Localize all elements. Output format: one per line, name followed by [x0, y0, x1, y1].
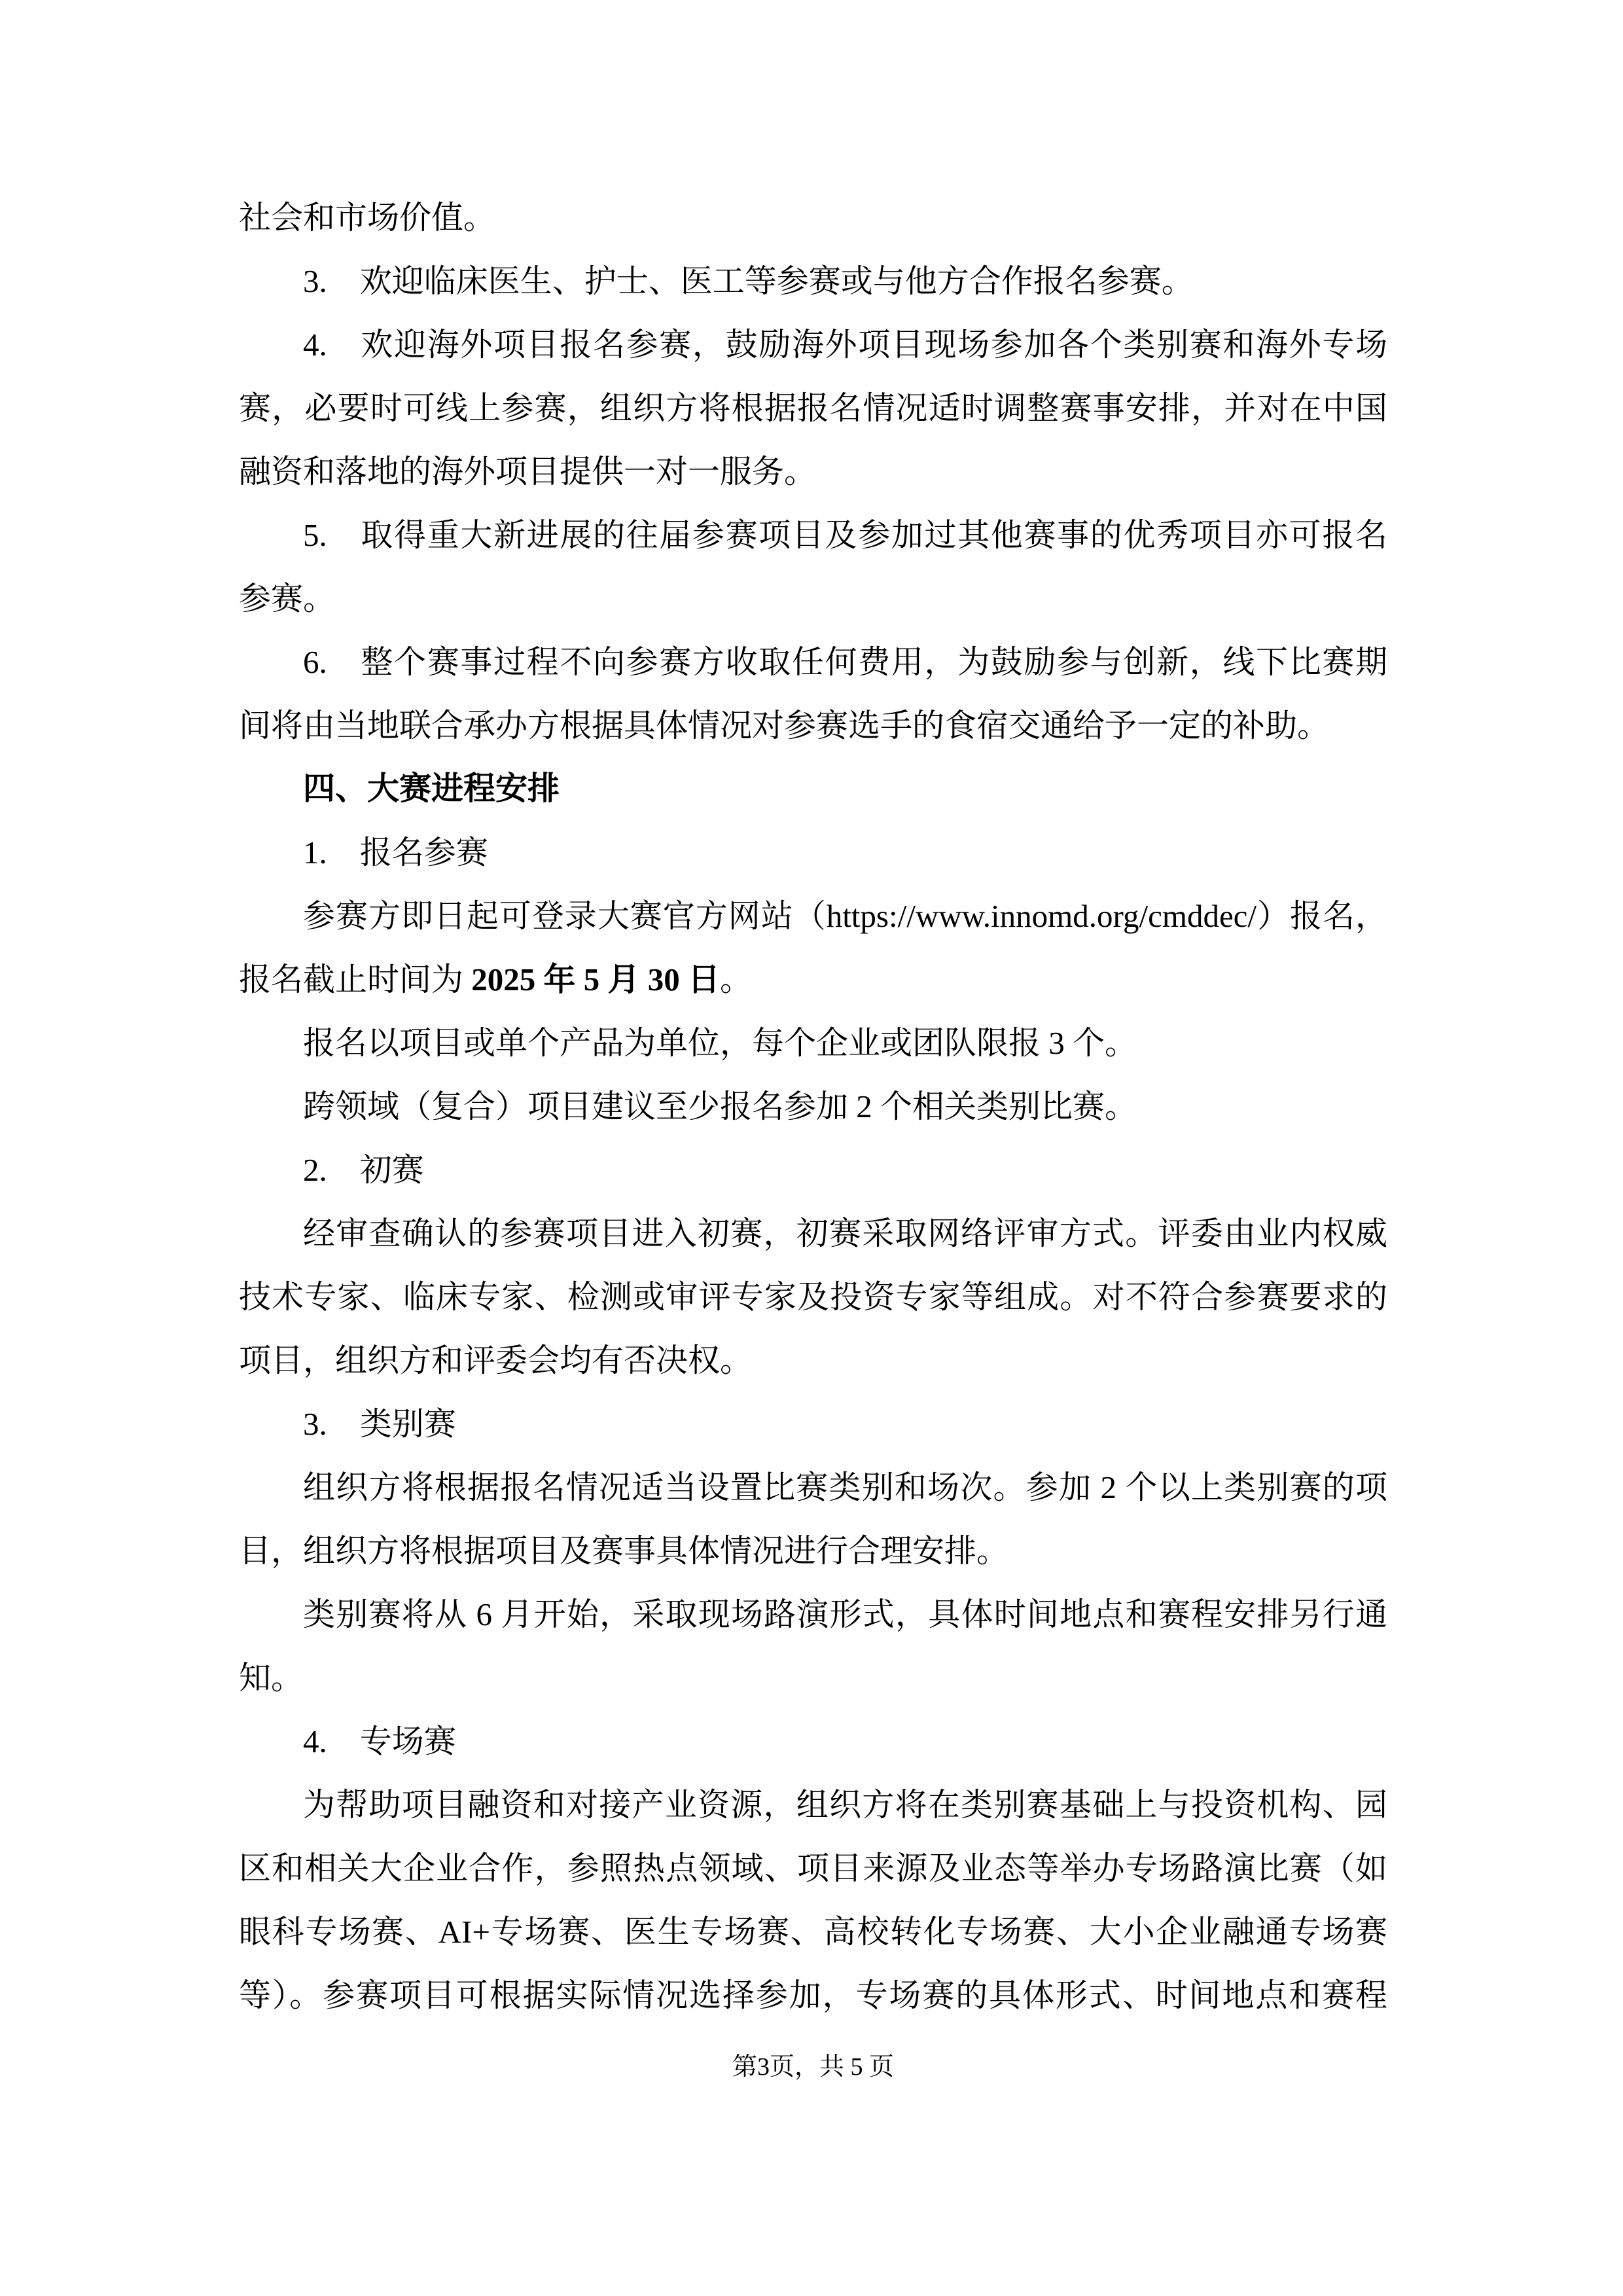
text-line — [239, 694, 1387, 757]
text-line — [239, 249, 1387, 313]
text-run: 类别赛将从 6 月开始，采取现场路演形式，具体时间地点和赛程安排另行通 — [303, 1596, 1387, 1632]
text-run: 赛，必要时可线上参赛，组织方将根据报名情况适时调整赛事安排，并对在中国 — [239, 390, 1387, 426]
text-line — [239, 757, 1387, 821]
text-line — [239, 1456, 1387, 1519]
text-line — [239, 884, 1387, 948]
list-number: 3. — [303, 263, 327, 299]
item-4-special — [239, 1710, 1387, 1773]
page-footer — [239, 2053, 1387, 2081]
text-line — [239, 1837, 1387, 1900]
text-line — [239, 1329, 1387, 1392]
text-run: 初赛 — [359, 1152, 424, 1188]
item-1-registration — [239, 821, 1387, 884]
para-registration-website — [239, 884, 1387, 1011]
text-run: 融资和落地的海外项目提供一对一服务。 — [239, 454, 817, 490]
para-cross-domain — [239, 1075, 1387, 1138]
text-line — [239, 1964, 1387, 2027]
text-run: 欢迎海外项目报名参赛，鼓励海外项目现场参加各个类别赛和海外专场 — [359, 327, 1387, 363]
text-line — [239, 440, 1387, 503]
para-category-june — [239, 1583, 1387, 1710]
text-run: 社会和市场价值。 — [239, 200, 496, 236]
text-line — [239, 1202, 1387, 1265]
deadline-date: 2025 年 5 月 30 日 — [471, 961, 721, 997]
text-line — [239, 1392, 1387, 1456]
text-run: 间将由当地联合承办方根据具体情况对参赛选手的食宿交通给予一定的补助。 — [239, 708, 1330, 744]
text-run: 参赛方即日起可登录大赛官方网站（ — [303, 898, 827, 934]
item-2-preliminary — [239, 1138, 1387, 1202]
text-run: 经审查确认的参赛项目进入初赛，初赛采取网络评审方式。评委由业内权威 — [303, 1215, 1387, 1251]
text-line — [239, 630, 1387, 694]
text-run: ）报名， — [1257, 898, 1387, 934]
text-run: 眼科专场赛、AI+专场赛、医生专场赛、高校转化专场赛、大小企业融通专场赛 — [239, 1914, 1387, 1950]
list-number: 6. — [303, 644, 327, 680]
list-number: 2. — [303, 1152, 327, 1188]
text-line — [239, 821, 1387, 884]
para-special-detail — [239, 1773, 1387, 2027]
text-run: 区和相关大企业合作，参照热点领域、项目来源及业态等举办专场路演比赛（如 — [239, 1850, 1387, 1886]
text-line — [239, 313, 1387, 376]
item-4-overseas — [239, 313, 1387, 503]
text-run: 整个赛事过程不向参赛方收取任何费用，为鼓励参与创新，线下比赛期 — [359, 644, 1387, 680]
list-number: 1. — [303, 834, 327, 870]
text-line — [239, 1710, 1387, 1773]
para-registration-unit — [239, 1011, 1387, 1075]
item-5-previous-projects — [239, 503, 1387, 630]
item-3-clinicians — [239, 249, 1387, 313]
para-preliminary-review — [239, 1202, 1387, 1392]
text-line — [239, 1075, 1387, 1138]
text-run: 报名以项目或单个产品为单位，每个企业或团队限报 3 个。 — [303, 1025, 1137, 1061]
text-run: 为帮助项目融资和对接产业资源，组织方将在类别赛基础上与投资机构、园 — [303, 1787, 1387, 1823]
page-number-label: 第3页，共 5 页 — [732, 2053, 894, 2081]
text-line — [239, 1773, 1387, 1837]
text-run: 专场赛 — [359, 1723, 456, 1759]
website-url-text: https://www.innomd.org/cmddec/ — [826, 898, 1257, 934]
text-run: 报名截止时间为 — [239, 961, 472, 997]
text-line — [239, 948, 1387, 1011]
text-line — [239, 1583, 1387, 1646]
list-number: 5. — [303, 517, 327, 553]
list-number: 3. — [303, 1406, 327, 1442]
text-run: 参赛。 — [239, 581, 336, 617]
document-body — [239, 186, 1387, 2027]
text-line — [239, 567, 1387, 630]
text-run: 项目，组织方和评委会均有否决权。 — [239, 1342, 753, 1378]
text-run: 目，组织方将根据项目及赛事具体情况进行合理安排。 — [239, 1533, 1009, 1569]
para-category-setup — [239, 1456, 1387, 1583]
para-continued-market-value — [239, 186, 1387, 249]
text-line — [239, 1519, 1387, 1583]
text-line — [239, 376, 1387, 440]
text-line — [239, 1138, 1387, 1202]
text-run: 取得重大新进展的往届参赛项目及参加过其他赛事的优秀项目亦可报名 — [359, 517, 1387, 553]
text-line — [239, 1900, 1387, 1964]
heading-4-schedule — [239, 757, 1387, 821]
text-run: 知。 — [239, 1660, 304, 1696]
text-run: 等）。参赛项目可根据实际情况选择参加，专场赛的具体形式、时间地点和赛程 — [239, 1977, 1387, 2013]
text-run: 四、大赛进程安排 — [303, 771, 560, 806]
item-6-no-fees — [239, 630, 1387, 757]
text-run: 技术专家、临床专家、检测或审评专家及投资专家等组成。对不符合参赛要求的 — [239, 1279, 1387, 1315]
text-run: 跨领域（复合）项目建议至少报名参加 2 个相关类别比赛。 — [303, 1088, 1137, 1124]
text-line — [239, 503, 1387, 567]
list-number: 4. — [303, 1723, 327, 1759]
text-run: 组织方将根据报名情况适当设置比赛类别和场次。参加 2 个以上类别赛的项 — [303, 1469, 1387, 1505]
text-run: 。 — [720, 961, 753, 997]
text-line — [239, 1011, 1387, 1075]
text-line — [239, 1646, 1387, 1710]
text-run: 欢迎临床医生、护士、医工等参赛或与他方合作报名参赛。 — [359, 263, 1194, 299]
text-run: 报名参赛 — [359, 834, 488, 870]
item-3-category — [239, 1392, 1387, 1456]
list-number: 4. — [303, 327, 327, 363]
text-line — [239, 1265, 1387, 1329]
text-line — [239, 186, 1387, 249]
text-run: 类别赛 — [359, 1406, 456, 1442]
